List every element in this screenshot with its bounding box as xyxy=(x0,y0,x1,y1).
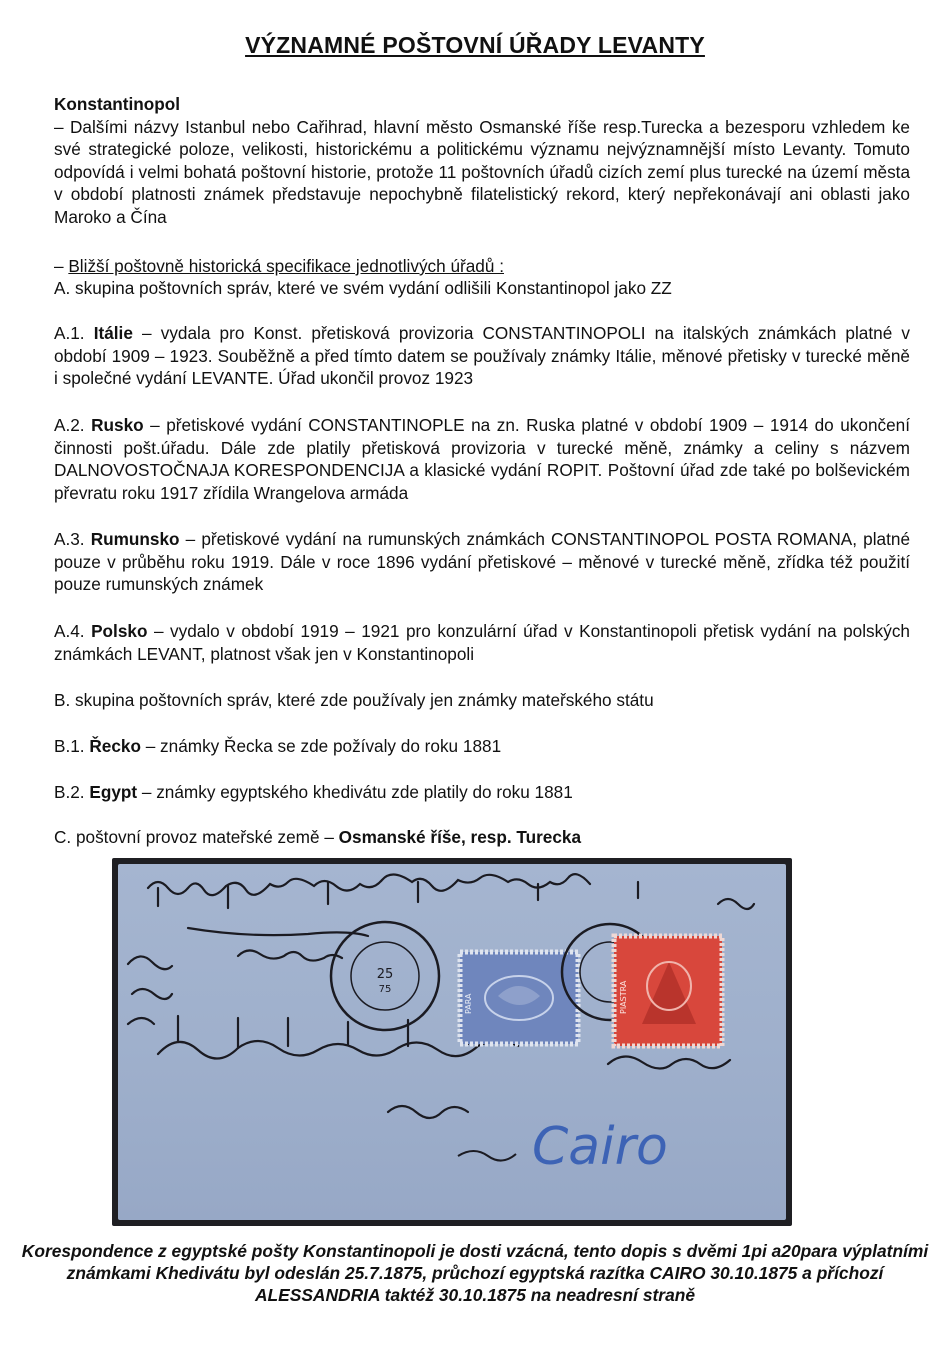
a4-country: Polsko xyxy=(91,621,148,641)
b2-text: – známky egyptského khedivátu zde platily do roku 1881 xyxy=(137,782,573,802)
section-b2 xyxy=(54,781,910,804)
section-a2 xyxy=(54,414,910,504)
spec-heading-text: Bližší poštovně historická specifikace jednotlivých úřadů : xyxy=(68,256,504,276)
page-title: VÝZNAMNÉ POŠTOVNÍ ÚŘADY LEVANTY xyxy=(245,32,705,58)
section-a1 xyxy=(54,322,910,390)
section-a4 xyxy=(54,620,910,665)
group-a-heading: A. skupina poštovních správ, které ve svém vydání odlišili Konstantinopol jako ZZ xyxy=(54,278,672,298)
a3-label: A.3. xyxy=(54,529,91,549)
b1-label: B.1. xyxy=(54,736,90,756)
svg-text:25: 25 xyxy=(376,967,394,982)
group-c-text: C. poštovní provoz mateřské země – xyxy=(54,827,339,847)
spec-heading xyxy=(54,255,910,278)
a2-country: Rusko xyxy=(91,415,144,435)
a1-text: – vydala pro Konst. přetisková provizoria CONSTANTINOPOLI na italských známkách platné v období 1909 – 1923. Souběžně a před tímto datem se používaly známky Itálie, měnové přetisky v turecké měně i společné vydání LEVANTE. Úřad ukončil provoz 1923 xyxy=(54,323,910,389)
a3-country: Rumunsko xyxy=(90,529,180,549)
letter-photo xyxy=(112,858,792,1226)
cairo-handwriting: Cairo xyxy=(532,1117,668,1177)
stamp-red xyxy=(614,936,722,1046)
a3-text: – přetiskové vydání na rumunských známkách CONSTANTINOPOL POSTA ROMANA, platné pouze v průběhu roku 1919. Dále v roce 1896 vydání přetiskové – měnové v turecké měně, zřídka též použití pouze rumunských známek xyxy=(54,529,910,595)
photo-caption: Korespondence z egyptské pošty Konstantinopoli je dosti vzácná, tento dopis s dvěmi 1pi a20para výplatními známkami Khedivátu byl odeslán 25.7.1875, průchozí egyptská razítka CAIRO 30.10.1875 a příchozí ALESSANDRIA taktéž 30.10.1875 na neadresní straně xyxy=(21,1241,929,1305)
stamp-blue xyxy=(460,952,578,1044)
group-b-heading: B. skupina poštovních správ, které zde používaly jen známky mateřského státu xyxy=(54,690,654,710)
envelope-drawing xyxy=(118,864,786,1220)
a1-country: Itálie xyxy=(93,323,133,343)
postmark-constantinopoli xyxy=(331,922,439,1030)
group-c-heading xyxy=(54,826,910,849)
intro-heading: Konstantinopol xyxy=(54,94,181,114)
section-b1 xyxy=(54,735,910,758)
b2-country: Egypt xyxy=(89,782,138,802)
svg-text:75: 75 xyxy=(378,984,392,995)
b1-text: – známky Řecka se zde požívaly do roku 1881 xyxy=(140,736,502,756)
a2-label: A.2. xyxy=(54,415,92,435)
stamp-red-label: PIASTRA xyxy=(619,980,628,1014)
intro-text: – Dalšími názvy Istanbul nebo Cařihrad, hlavní město Osmanské říše resp.Turecka a bezesporu vzhledem ke své strategické poloze, velikosti, historickému a politickému významu nejvýznamnější místo Levanty. Tomuto odpovídá i velmi bohatá poštovní historie, protože 11 poštovních úřadů cizích zemí plus turecké na území města v období platnosti známek představuje nepochybně filatelistický rekord, který nepřekonávají ani oblasti jako Maroko a Čína xyxy=(54,116,910,227)
intro-section xyxy=(54,93,910,229)
b1-country: Řecko xyxy=(89,736,141,756)
b2-label: B.2. xyxy=(54,782,90,802)
a2-text: – přetiskové vydání CONSTANTINOPLE na zn. Ruska platné v období 1909 – 1914 do ukončení činnosti pošt.úřadu. Dále zde platily přetisková provizoria v turecké měně, známky a celiny s názvem DALNOVOSTOČNAJA KORESPONDENCIJA a klasické vydání ROPIT. Poštovní úřad zde také po bolševickém převratu roku 1917 zřídila Wrangelova armáda xyxy=(54,415,910,503)
a1-label: A.1. xyxy=(54,323,94,343)
stamp-blue-label: PARA xyxy=(464,993,473,1014)
a4-text: – vydalo v období 1919 – 1921 pro konzulární úřad v Konstantinopoli přetisk vydání na polských známkách LEVANT, platnost však jen v Konstantinopoli xyxy=(54,621,910,664)
group-c-bold: Osmanské říše, resp. Turecka xyxy=(338,827,582,847)
section-a3 xyxy=(54,528,910,596)
spec-heading-dash: – xyxy=(54,256,69,276)
envelope xyxy=(118,864,786,1220)
a4-label: A.4. xyxy=(54,621,92,641)
